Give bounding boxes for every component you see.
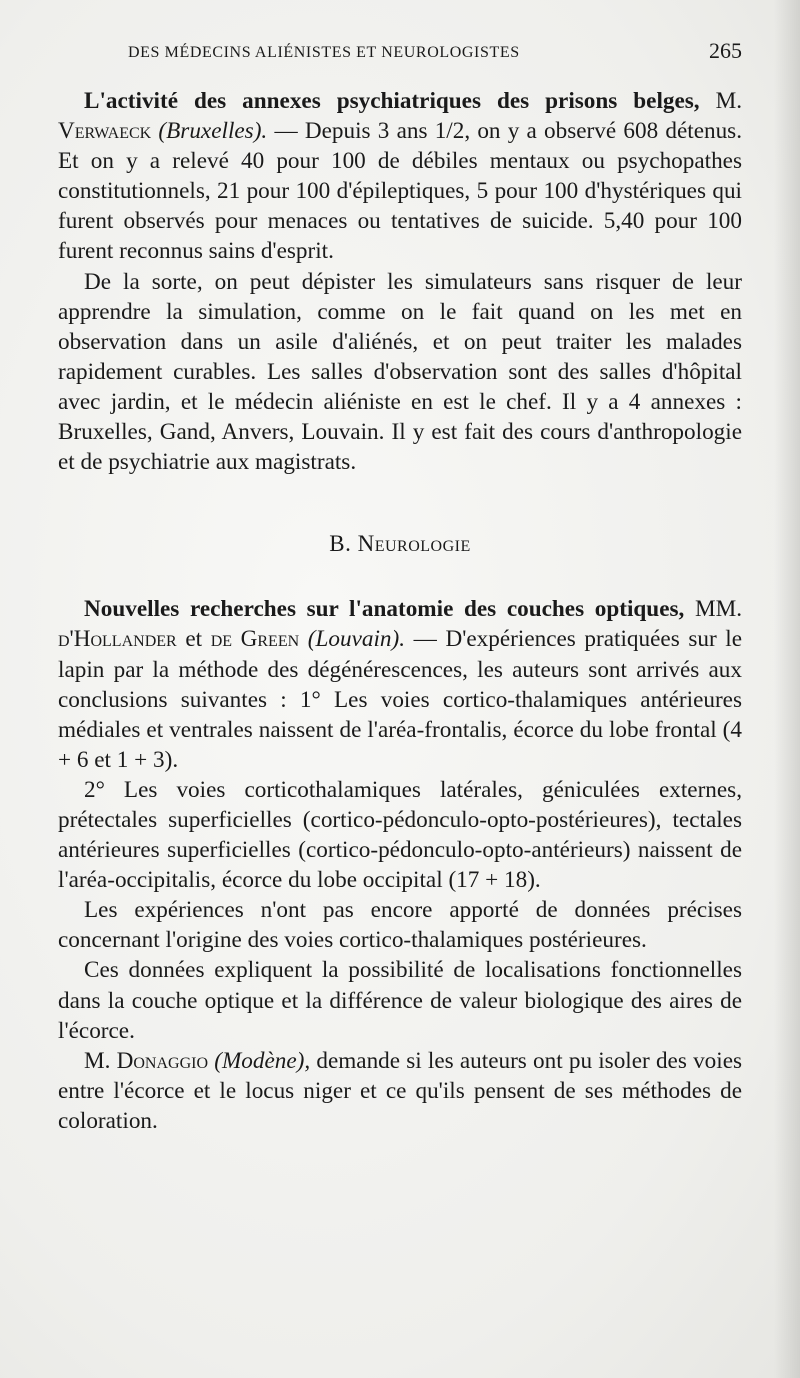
paragraph-simulators: De la sorte, on peut dépister les simulateurs sans risquer de leur apprendre la simulation, comme on le fait quand on les met en observation dans un asile d'aliénés, et on peut traiter les malades rapidement curables. Les salles d'observation sont des salles d'hôpital avec jardin, et le médecin aliéniste en est le chef. Il y a 4 annexes : Bruxelles, Gand, Anvers, Louvain. Il y est fait des cours d'anthropologie et de psychiatrie aux magistrats. xyxy=(58,268,742,476)
section-letter: B. xyxy=(329,531,352,557)
author-conjunction: et xyxy=(185,626,203,653)
article-title: Nouvelles recherches sur l'anatomie des couches optiques, xyxy=(84,596,685,623)
paragraph-optic-layers xyxy=(58,594,742,775)
author-name: Verwaeck xyxy=(58,118,152,145)
author-prefix: M. xyxy=(84,1047,111,1074)
paragraph-body: — D'expériences pratiquées sur le lapin par la méthode des dégénérescences, les auteurs sont arrivés aux conclusions suivantes : 1° Les voies cortico-thalamiques antérieures médiales et ventrales naissent de l'aréa-frontalis, écorce du lobe frontal (4 + 6 et 1 + 3). xyxy=(58,626,743,773)
page-edge-shadow xyxy=(774,0,800,1378)
author-city: (Louvain). xyxy=(307,626,406,653)
paragraph-donaggio xyxy=(58,1046,742,1136)
paragraph-experiments: Les expériences n'ont pas encore apporté de données précises concernant l'origine des voies cortico-thalamiques postérieures. xyxy=(58,897,742,954)
author-city: (Bruxelles). xyxy=(158,118,268,145)
paragraph-body: demande si les auteurs ont pu isoler des voies entre l'écorce et le locus niger et ce qu'ils pensent de ses méthodes de coloration. xyxy=(58,1047,743,1134)
page-number: 265 xyxy=(709,38,742,63)
body-text xyxy=(58,86,742,1136)
author-name: de Green xyxy=(210,626,300,653)
running-head: DES MÉDECINS ALIÉNISTES ET NEUROLOGISTES xyxy=(128,44,520,61)
article-title: L'activité des annexes psychiatriques des prisons belges, xyxy=(84,88,700,114)
author-name: Donaggio xyxy=(116,1047,209,1074)
section-title: Neurologie xyxy=(357,531,471,557)
paragraph-localisation: Ces données expliquent la possibilité de localisations fonctionnelles dans la couche optique et la différence de valeur biologique des aires de l'écorce. xyxy=(58,957,742,1044)
author-name: d'Hollander xyxy=(58,626,177,653)
paragraph-body: — Depuis 3 ans 1/2, on y a observé 608 détenus. Et on y a relevé 40 pour 100 de débiles mentaux ou psychopathes constitutionnels, 21 pour 100 d'épileptiques, 5 pour 100 d'hystériques qui furent observés pour menaces ou tentatives de suicide. 5,40 pour 100 furent reconnus sains d'esprit. xyxy=(58,118,743,265)
paragraph-lateral-pathways: 2° Les voies corticothalamiques latérales, géniculées externes, prétectales superficielles (cortico-pédonculo-opto-postérieures), tectales antérieures superficielles (cortico-pédonculo-opto-antérieurs) naissent de l'aréa-occipitalis, écorce du lobe occipital (17 + 18). xyxy=(58,776,742,894)
paragraph-prison-annexes xyxy=(58,86,742,267)
section-heading xyxy=(58,529,742,559)
authors-prefix: MM. xyxy=(694,596,742,623)
author-prefix: M. xyxy=(715,88,742,114)
author-city: (Modène), xyxy=(214,1047,311,1074)
